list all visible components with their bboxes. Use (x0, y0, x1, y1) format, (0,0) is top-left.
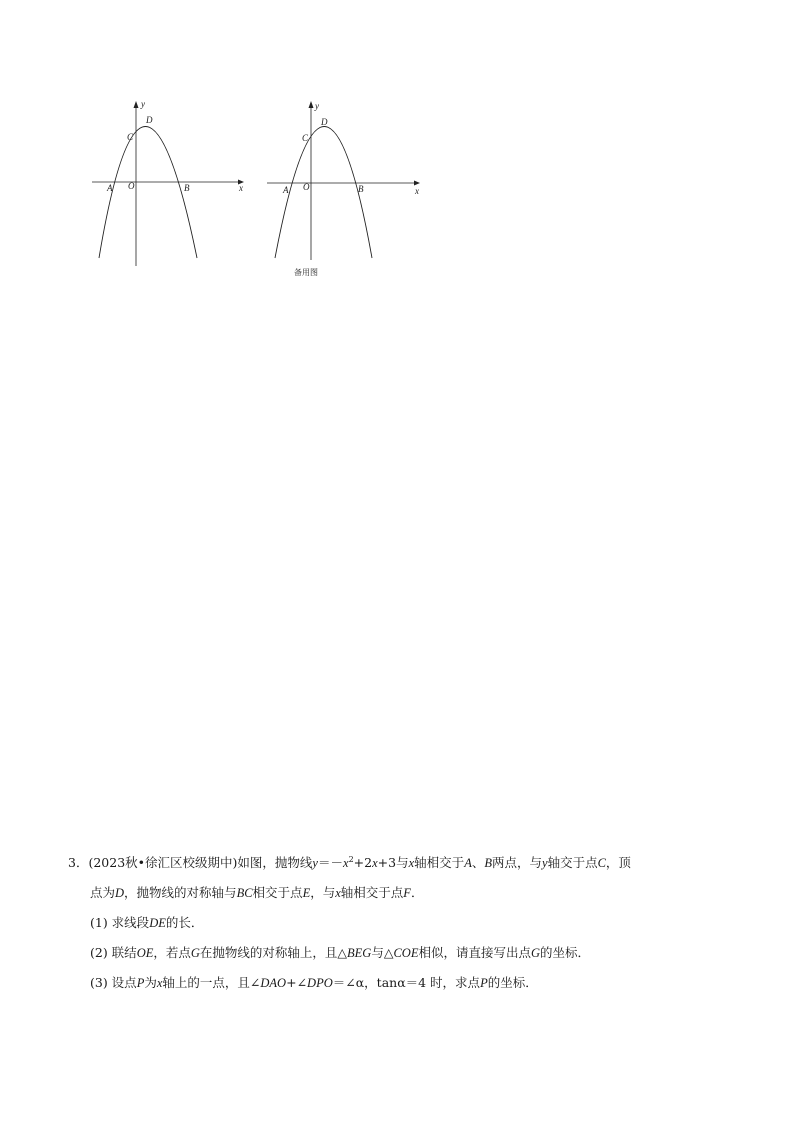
point-d: D (115, 886, 125, 900)
angle-dpo: DPO (307, 976, 333, 990)
question-3 (68, 968, 738, 998)
var-x: x (335, 886, 341, 900)
question-1 (68, 908, 738, 938)
label-x: x (415, 186, 419, 196)
angle-dao: DAO (260, 976, 287, 990)
text: 的坐标． (540, 945, 591, 960)
text: 轴上的一点，且∠ (162, 975, 261, 990)
label-point-a: A (107, 183, 113, 193)
label-origin-o: O (303, 182, 310, 192)
parabola-figure-main-svg (88, 98, 248, 268)
text: ，与 (310, 885, 336, 900)
question-2 (68, 938, 738, 968)
equation-equals: ＝－ (317, 855, 343, 870)
problem-3 (68, 848, 738, 998)
label-point-d: D (146, 115, 153, 125)
text: 与△ (371, 945, 394, 960)
text: (3) 设点 (90, 975, 137, 990)
text: ，若点 (153, 945, 191, 960)
y-axis-arrow (134, 101, 139, 108)
point-c: C (597, 856, 606, 870)
text: 轴交于点 (547, 855, 598, 870)
equation-constant: +3 (377, 855, 397, 870)
text: 在抛物线的对称轴上，且△ (199, 945, 348, 960)
text: 轴相交于点 (340, 885, 404, 900)
problem-3-line-2 (68, 878, 738, 908)
y-axis-arrow (309, 101, 314, 108)
text: 点为 (90, 885, 116, 900)
label-point-c: C (127, 132, 134, 142)
parabola-figure-backup (263, 98, 423, 268)
point-b: B (484, 856, 492, 870)
point-p: P (480, 976, 488, 990)
text: 如图，抛物线 (237, 855, 313, 870)
label-point-b: B (184, 183, 190, 193)
equation-exponent: 2 (348, 855, 354, 864)
label-point-a: A (283, 185, 289, 195)
point-g: G (530, 946, 541, 960)
parabola-figure-main (88, 98, 248, 268)
text: 相交于点 (252, 885, 303, 900)
var-x: x (156, 976, 163, 990)
text: 轴相交于 (414, 855, 465, 870)
problem-3-line-1 (68, 848, 738, 878)
text: 为 (144, 975, 157, 990)
backup-figure-caption: 备用图 (294, 268, 318, 277)
var-x: x (408, 856, 415, 870)
text: +∠ (286, 975, 308, 990)
label-point-c: C (302, 133, 309, 143)
parabola-curve (99, 127, 197, 259)
text: 两点，与 (491, 855, 542, 870)
text: 的坐标． (487, 975, 538, 990)
text: 相似，请直接写出点 (418, 945, 531, 960)
var-y: y (542, 856, 548, 870)
parabola-figure-backup-svg (263, 98, 423, 268)
segment-bc: BC (236, 886, 253, 900)
text: 与 (396, 855, 409, 870)
text: ，抛物线的对称轴与 (124, 885, 237, 900)
problem-source: (2023秋•徐汇区校级期中) (88, 855, 238, 870)
label-y: y (315, 101, 319, 111)
text: ＝∠α，tanα＝4 时，求点 (332, 975, 481, 990)
point-g: G (190, 946, 200, 960)
problem-number: 3． (68, 855, 89, 870)
text: (1) 求线段 (90, 915, 150, 930)
point-e: E (302, 886, 311, 900)
text: ． (410, 885, 424, 900)
point-p: P (136, 976, 145, 990)
text: 的长． (165, 915, 204, 930)
label-point-d: D (321, 117, 328, 127)
segment-oe: OE (136, 946, 154, 960)
label-y: y (141, 99, 145, 109)
equation-x: x (372, 856, 378, 870)
point-a: A (464, 856, 472, 870)
equation-term: +2 (353, 855, 373, 870)
triangle-beg: BEG (347, 946, 372, 960)
text: (2) 联结 (90, 945, 137, 960)
x-axis-arrow (414, 181, 420, 186)
equation-x: x (343, 856, 349, 870)
point-f: F (403, 886, 411, 900)
text: 、 (471, 855, 485, 870)
segment-de: DE (149, 916, 166, 930)
label-origin-o: O (128, 181, 135, 191)
label-point-b: B (358, 184, 364, 194)
triangle-coe: COE (393, 946, 419, 960)
label-x: x (239, 183, 243, 193)
text: ，顶 (605, 855, 631, 870)
equation-y: y (312, 856, 318, 870)
